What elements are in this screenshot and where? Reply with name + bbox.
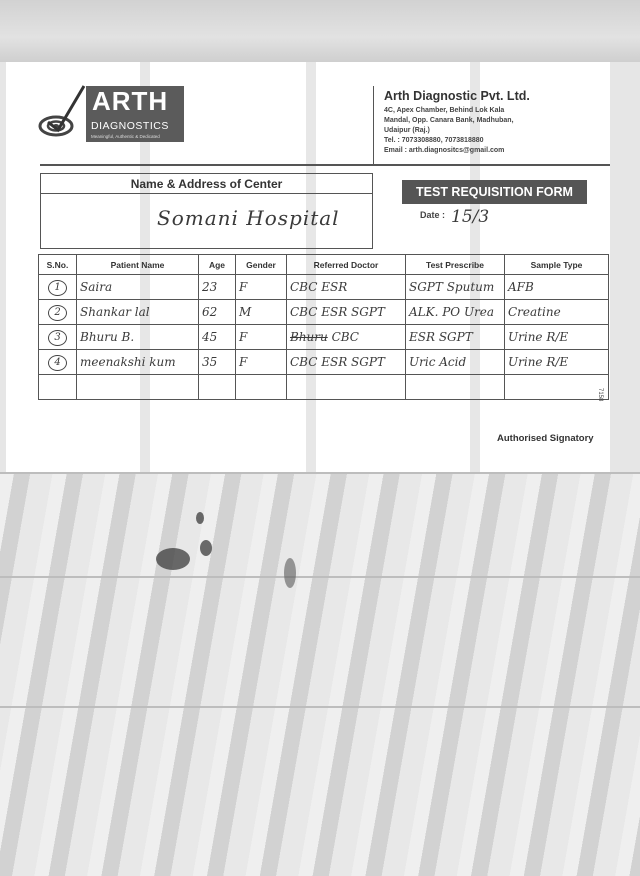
sample-type: AFB <box>505 275 609 300</box>
row-number: 3 <box>39 325 77 350</box>
center-name-handwritten: Somani Hospital <box>157 206 340 230</box>
col-header-age: Age <box>199 255 236 275</box>
paper-fold <box>0 706 640 708</box>
test-prescribed: ALK. PO Urea <box>406 300 505 325</box>
ink-smudge <box>196 512 204 524</box>
logo-tagline: Meaningful, Authentic & Dedicated <box>91 134 160 139</box>
paper-fold <box>0 472 640 474</box>
test-prescribed: ESR SGPT <box>406 325 505 350</box>
form-code: 7158 <box>597 388 603 402</box>
col-header-referred-doctor: Referred Doctor <box>287 255 406 275</box>
target-check-logo-icon <box>34 82 86 144</box>
form-title: TEST REQUISITION FORM <box>402 180 587 204</box>
patient-age: 35 <box>199 350 236 375</box>
patient-age: 45 <box>199 325 236 350</box>
scan-background <box>0 472 640 876</box>
struck-text: Bhuru <box>290 330 328 344</box>
doctor-text: CBC <box>331 330 359 344</box>
patient-gender: F <box>236 275 287 300</box>
test-prescribed: SGPT Sputum <box>406 275 505 300</box>
table-row-empty <box>39 375 609 400</box>
patient-gender: M <box>236 300 287 325</box>
center-box <box>40 173 373 249</box>
patient-name: Saira <box>77 275 199 300</box>
patient-age: 62 <box>199 300 236 325</box>
col-header-gender: Gender <box>236 255 287 275</box>
patient-name: Bhuru B. <box>77 325 199 350</box>
test-prescribed: Uric Acid <box>406 350 505 375</box>
email-line: Email : arth.diagnositcs@gmail.com <box>384 147 505 154</box>
sample-type: Urine R/E <box>505 350 609 375</box>
patient-name: Shankar lal <box>77 300 199 325</box>
address-line: Mandal, Opp. Canara Bank, Madhuban, <box>384 117 514 124</box>
referred-doctor: CBC ESR SGPT <box>287 300 406 325</box>
address-line: 4C, Apex Chamber, Behind Lok Kala <box>384 107 505 114</box>
date-value-handwritten: 15/3 <box>451 207 490 227</box>
logo-subtitle: DIAGNOSTICS <box>91 120 169 132</box>
table-row <box>39 325 609 350</box>
header-vertical-divider <box>373 86 374 164</box>
patient-age: 23 <box>199 275 236 300</box>
row-number: 4 <box>39 350 77 375</box>
phone-line: Tel. : 7073308880, 7073818880 <box>384 137 484 144</box>
referred-doctor: CBC ESR <box>287 275 406 300</box>
company-logo <box>86 86 184 142</box>
requisition-table <box>38 254 609 400</box>
scan-border-top <box>0 0 640 62</box>
col-header-sno: S.No. <box>39 255 77 275</box>
row-number: 1 <box>39 275 77 300</box>
paper-fold <box>0 576 640 578</box>
address-line: Udaipur (Raj.) <box>384 127 430 134</box>
sample-type: Creatine <box>505 300 609 325</box>
referred-doctor <box>287 325 406 350</box>
logo-title: ARTH <box>92 86 169 116</box>
date-label: Date : <box>420 210 446 220</box>
patient-gender: F <box>236 350 287 375</box>
referred-doctor: CBC ESR SGPT <box>287 350 406 375</box>
company-name: Arth Diagnostic Pvt. Ltd. <box>384 89 530 103</box>
patient-name: meenakshi kum <box>77 350 199 375</box>
col-header-test-prescribe: Test Prescribe <box>406 255 505 275</box>
header-divider <box>40 164 610 166</box>
ink-smudge <box>284 558 296 588</box>
center-heading: Name & Address of Center <box>41 174 372 194</box>
table-row <box>39 275 609 300</box>
row-number: 2 <box>39 300 77 325</box>
table-header-row <box>39 255 609 275</box>
table-row <box>39 300 609 325</box>
col-header-sample-type: Sample Type <box>505 255 609 275</box>
patient-gender: F <box>236 325 287 350</box>
ink-smudge <box>200 540 212 556</box>
table-row <box>39 350 609 375</box>
sample-type: Urine R/E <box>505 325 609 350</box>
authorised-signatory-label: Authorised Signatory <box>497 433 594 444</box>
ink-smudge <box>156 548 190 570</box>
col-header-patient-name: Patient Name <box>77 255 199 275</box>
